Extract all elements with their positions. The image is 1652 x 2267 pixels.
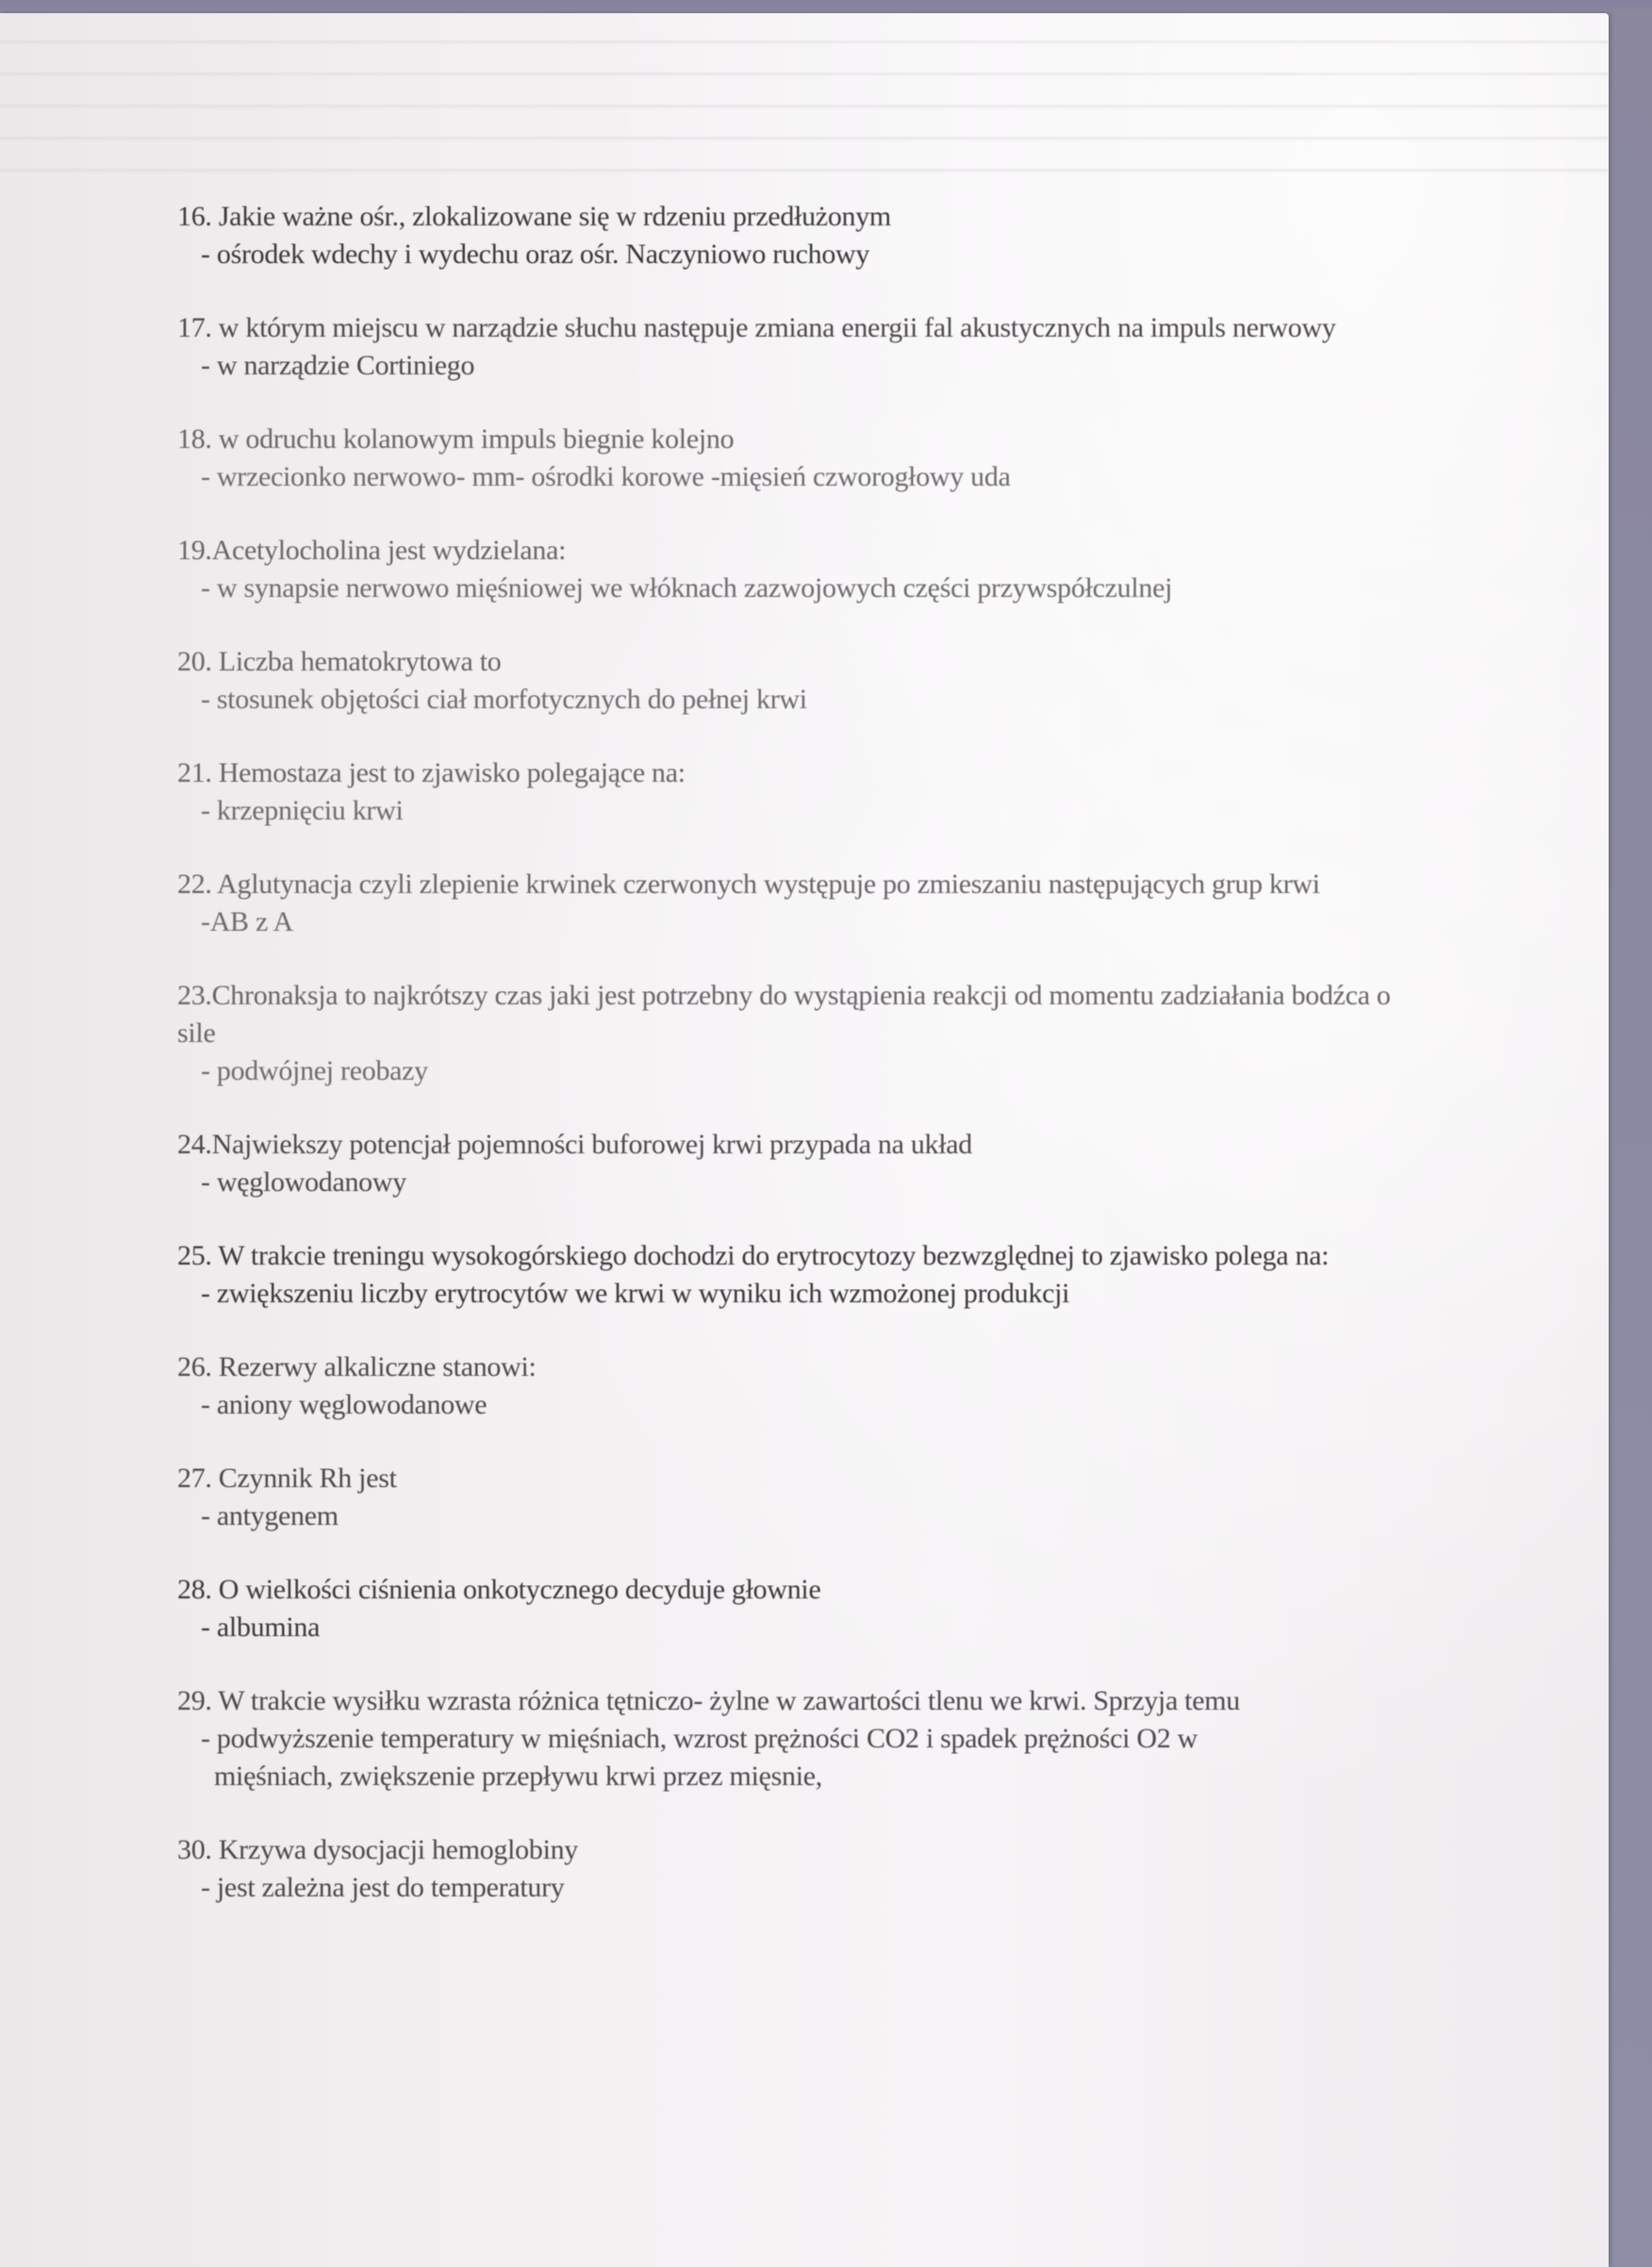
- qa-item-25: [177, 1237, 1431, 1313]
- qa-item-20: [177, 643, 1431, 719]
- qa-item-17: [177, 309, 1431, 385]
- qa-item-21: [177, 754, 1431, 830]
- question: 30. Krzywa dysocjacji hemoglobiny: [177, 1834, 578, 1865]
- answer: - ośrodek wdechy i wydechu oraz ośr. Naczyniowo ruchowy: [201, 239, 870, 270]
- answer: - podwójnej reobazy: [201, 1055, 428, 1086]
- answer: - węglowodanowy: [201, 1167, 406, 1198]
- question: 27. Czynnik Rh jest: [177, 1463, 397, 1494]
- question: 28. O wielkości ciśnienia onkotycznego decyduje głownie: [177, 1574, 821, 1605]
- answer: - wrzecionko nerwowo- mm- ośrodki korowe -mięsień czworogłowy uda: [201, 461, 1011, 492]
- answer: [177, 1720, 1431, 1795]
- question: 16. Jakie ważne ośr., zlokalizowane się w rdzeniu przedłużonym: [177, 201, 891, 232]
- question: 18. w odruchu kolanowym impuls biegnie kolejno: [177, 423, 735, 455]
- document-body: [177, 198, 1431, 1943]
- answer: - aniony węglowodanowe: [201, 1389, 487, 1420]
- answer: - w narządzie Cortiniego: [201, 350, 475, 381]
- question: 25. W trakcie treningu wysokogórskiego dochodzi do erytrocytozy bezwzględnej to zjawisko polega na:: [177, 1240, 1330, 1271]
- answer: - krzepnięciu krwi: [201, 795, 404, 826]
- qa-item-19: [177, 532, 1431, 607]
- question: 24.Najwiekszy potencjał pojemności buforowej krwi przypada na układ: [177, 1129, 972, 1160]
- qa-item-27: [177, 1460, 1431, 1535]
- answer: - albumina: [201, 1612, 321, 1643]
- answer: -AB z A: [201, 906, 293, 937]
- scanned-page: [0, 13, 1609, 2267]
- qa-item-26: [177, 1349, 1431, 1424]
- question: 29. W trakcie wysiłku wzrasta różnica tętniczo- żylne w zawartości tlenu we krwi. Sprzyja temu: [177, 1685, 1240, 1716]
- qa-item-16: [177, 198, 1431, 273]
- question: 17. w którym miejscu w narządzie słuchu następuje zmiana energii fal akustycznych na impuls nerwowy: [177, 312, 1336, 343]
- qa-item-22: [177, 866, 1431, 941]
- question: 21. Hemostaza jest to zjawisko polegające na:: [177, 757, 686, 788]
- answer: - w synapsie nerwowo mięśniowej we włóknach zazwojowych części przywspółczulnej: [201, 572, 1173, 604]
- qa-item-29: [177, 1682, 1431, 1795]
- question: 26. Rezerwy alkaliczne stanowi:: [177, 1351, 537, 1382]
- answer: - jest zależna jest do temperatury: [201, 1872, 565, 1903]
- answer: - antygenem: [201, 1500, 339, 1531]
- answer-line: - podwyższenie temperatury w mięśniach, wzrost prężności CO2 i spadek prężności O2 w: [201, 1723, 1198, 1754]
- answer: - stosunek objętości ciał morfotycznych do pełnej krwi: [201, 684, 807, 715]
- answer-continuation: mięśniach, zwiększenie przepływu krwi przez mięsnie,: [214, 1761, 822, 1792]
- qa-item-24: [177, 1126, 1431, 1201]
- qa-item-28: [177, 1571, 1431, 1646]
- qa-item-30: [177, 1831, 1431, 1907]
- question: 19.Acetylocholina jest wydzielana:: [177, 535, 567, 566]
- qa-item-18: [177, 421, 1431, 496]
- answer: - zwiększeniu liczby erytrocytów we krwi w wyniku ich wzmożonej produkcji: [201, 1278, 1070, 1309]
- question: 22. Aglutynacja czyli zlepienie krwinek czerwonych występuje po zmieszaniu następujących grup krwi: [177, 869, 1320, 900]
- question: 23.Chronaksja to najkrótszy czas jaki jest potrzebny do wystąpienia reakcji od momentu zadziałania bodźca o sile: [177, 980, 1391, 1049]
- question: 20. Liczba hematokrytowa to: [177, 646, 502, 677]
- qa-item-23: [177, 977, 1431, 1090]
